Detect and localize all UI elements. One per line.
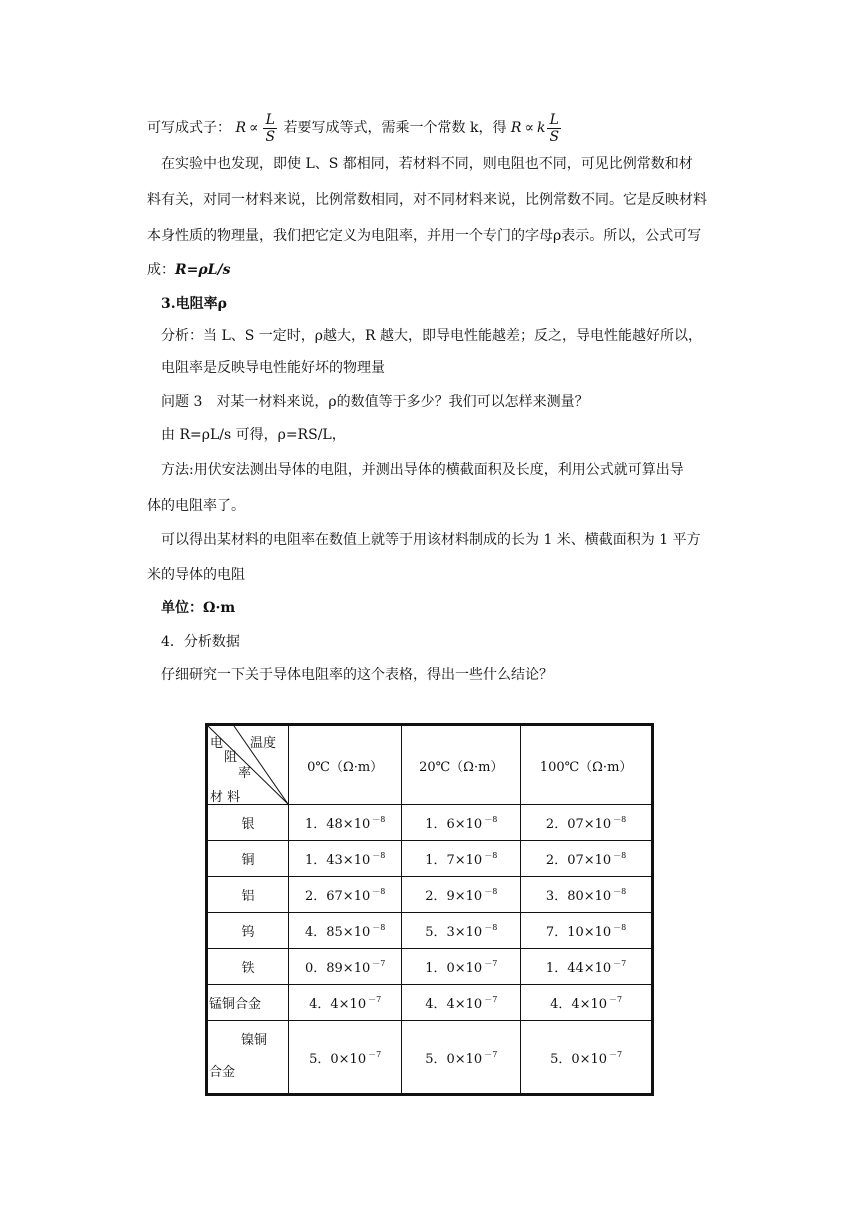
formula-line: 成：R=ρL/s (147, 262, 231, 278)
value-cell: 2．07×10 $^{-8}$ (521, 805, 653, 841)
material-cell: 锰铜合金 (207, 985, 289, 1021)
material-cell: 铁 (207, 949, 289, 985)
value-cell: 1．44×10 $^{-7}$ (521, 949, 653, 985)
fraction-L-S: $\frac{L}{S}$ (265, 111, 276, 145)
table-header-row (207, 725, 653, 805)
value-cell: 0．89×10 $^{-7}$ (289, 949, 402, 985)
table-row (207, 841, 653, 877)
material-cell: 银 (207, 805, 289, 841)
section-heading-3: 3.电阻率ρ (161, 296, 227, 312)
value-cell: 7．10×10 $^{-8}$ (521, 913, 653, 949)
table-row (207, 1021, 653, 1095)
symbol-prop-2: ∝ (524, 120, 534, 136)
section-heading-4: 4．分析数据 (161, 634, 240, 650)
value-cell: 4．4×10 $^{-7}$ (402, 985, 521, 1021)
header-label-cailiao: 材 料 (210, 790, 241, 805)
value-cell: 2．07×10 $^{-8}$ (521, 841, 653, 877)
value-cell: 1．7×10 $^{-8}$ (402, 841, 521, 877)
question-3: 问题 3 对某一材料来说，ρ的数值等于多少？我们可以怎样来测量？ (161, 394, 589, 410)
symbol-R-2: R (510, 120, 522, 136)
text-mid: 若要写成等式，需乘一个常数 k，得 (283, 120, 507, 136)
table-row (207, 949, 653, 985)
material-cell: 铜 (207, 841, 289, 877)
resistivity-table (205, 723, 654, 1096)
conclusion-line: 可以得出某材料的电阻率在数值上就等于用该材料制成的长为 1 米、横截面积为 1 平方 (161, 532, 701, 548)
header-label-lv: 率 (238, 766, 252, 781)
column-header-0c: 0℃（Ω·m） (289, 725, 402, 805)
table-question: 仔细研究一下关于导体电阻率的这个表格，得出一些什么结论？ (161, 667, 553, 683)
derivation-line: 由 R=ρL/s 可得，ρ=RS/L， (161, 427, 346, 443)
value-cell: 4．85×10 $^{-8}$ (289, 913, 402, 949)
value-cell: 5．0×10 $^{-7}$ (289, 1021, 402, 1095)
analysis-line: 分析：当 L、S 一定时，ρ越大，R 越大，即导电性能越差；反之，导电性能越好所以， (161, 328, 703, 344)
formula-proportional (147, 108, 563, 148)
unit-line: 单位：Ω·m (161, 600, 236, 616)
value-cell: 5．0×10 $^{-7}$ (402, 1021, 521, 1095)
table-row (207, 877, 653, 913)
header-label-wendu: 温度 (250, 736, 277, 751)
symbol-prop: ∝ (249, 120, 259, 136)
paragraph-line: 在实验中也发现，即使 L、S 都相同，若材料不同，则电阻也不同，可见比例常数和材 (161, 156, 693, 172)
value-cell: 3．80×10 $^{-8}$ (521, 877, 653, 913)
text-prefix: 可写成式子： (147, 120, 231, 136)
value-cell: 2．9×10 $^{-8}$ (402, 877, 521, 913)
header-label-zu: 阻 (224, 750, 238, 765)
formula-R: R=ρL/s (175, 262, 231, 278)
fraction-L-S-2: $\frac{L}{S}$ (549, 111, 560, 145)
table-row (207, 985, 653, 1021)
method-line: 体的电阻率了。 (147, 498, 245, 514)
material-cell: 铝 (207, 877, 289, 913)
value-cell: 4．4×10 $^{-7}$ (289, 985, 402, 1021)
value-cell: 5．3×10 $^{-8}$ (402, 913, 521, 949)
column-header-20c: 20℃（Ω·m） (402, 725, 521, 805)
header-label-dian: 电 (210, 736, 224, 751)
value-cell: 5．0×10 $^{-7}$ (521, 1021, 653, 1095)
paragraph-line: 料有关，对同一材料来说，比例常数相同，对不同材料来说，比例常数不同。它是反映材料 (147, 192, 707, 208)
method-line: 方法:用伏安法测出导体的电阻，并测出导体的横截面积及长度，利用公式就可算出导 (161, 462, 684, 478)
value-cell: 1．6×10 $^{-8}$ (402, 805, 521, 841)
header-corner-cell (207, 725, 289, 805)
material-cell: 镍铜 合金 (207, 1021, 289, 1095)
table-row (207, 913, 653, 949)
symbol-k: k (536, 120, 546, 136)
value-cell: 1．48×10 $^{-8}$ (289, 805, 402, 841)
conclusion-line: 米的导体的电阻 (147, 567, 245, 583)
symbol-R: R (235, 120, 246, 136)
analysis-line: 电阻率是反映导电性能好坏的物理量 (161, 360, 385, 376)
material-cell: 钨 (207, 913, 289, 949)
value-cell: 1．0×10 $^{-7}$ (402, 949, 521, 985)
value-cell: 4．4×10 $^{-7}$ (521, 985, 653, 1021)
column-header-100c: 100℃（Ω·m） (521, 725, 653, 805)
paragraph-line: 本身性质的物理量，我们把它定义为电阻率，并用一个专门的字母ρ表示。所以，公式可写 (147, 228, 702, 244)
value-cell: 1．43×10 $^{-8}$ (289, 841, 402, 877)
table-row (207, 805, 653, 841)
value-cell: 2．67×10 $^{-8}$ (289, 877, 402, 913)
